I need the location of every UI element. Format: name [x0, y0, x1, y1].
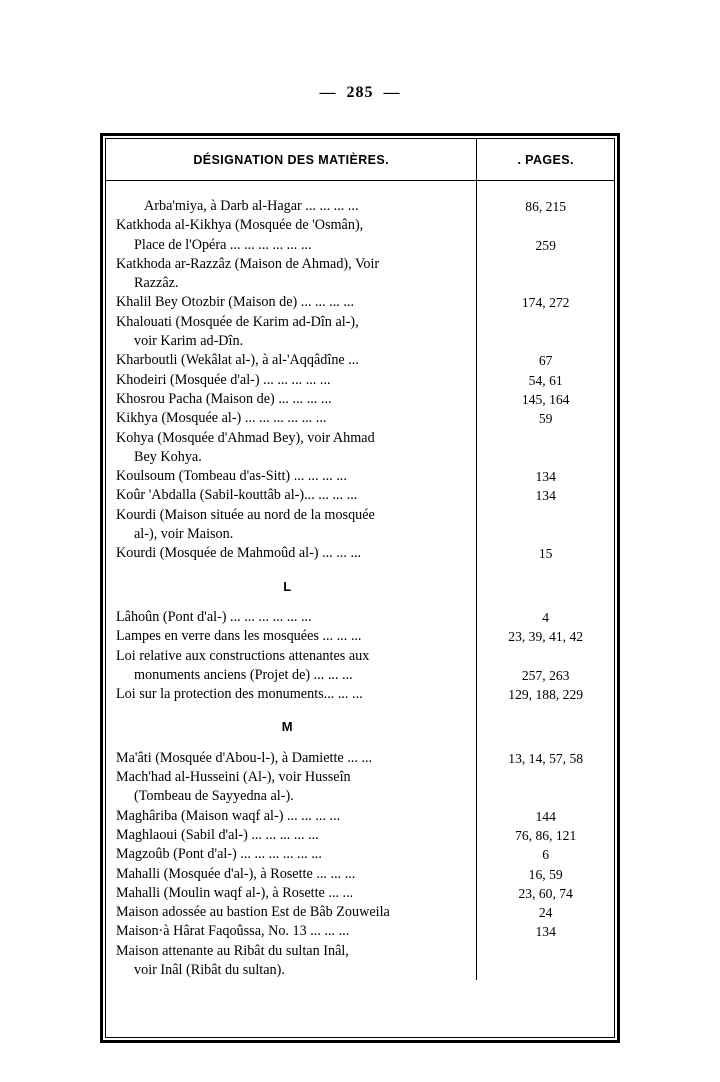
- index-entry-text: al-), voir Maison.: [134, 526, 234, 543]
- index-entry-line: [106, 865, 468, 884]
- index-entry-pages: 23, 39, 41, 42: [508, 629, 584, 645]
- index-entry-text: Lampes en verre dans les mosquées ... ... ...: [116, 628, 362, 645]
- index-entry-pages: 134: [535, 924, 556, 940]
- header-matters: DÉSIGNATION DES MATIÈRES.: [106, 139, 477, 181]
- index-entry-line: [106, 685, 468, 704]
- index-entry-text: Kourdi (Maison située au nord de la mosquée: [116, 506, 375, 523]
- index-entry-line: [106, 525, 468, 544]
- index-entry-text: Loi sur la protection des monuments... ... ...: [116, 686, 363, 703]
- index-entry-line: [106, 608, 468, 627]
- index-entry-text: Mach'had al-Husseini (Al-), voir Husseîn: [116, 769, 351, 786]
- index-entry-text: Khodeiri (Mosquée d'al-) ... ... ... ... ...: [116, 371, 331, 388]
- index-entry-text: Katkhoda ar-Razzâz (Maison de Ahmad), Voir: [116, 255, 380, 272]
- page-number-value: 285: [346, 84, 374, 101]
- page-number-dash-left: —: [319, 84, 337, 101]
- index-entry-pages: 144: [535, 808, 556, 824]
- index-entry-line: [106, 961, 468, 980]
- index-entry-text: Place de l'Opéra ... ... ... ... ... ...: [134, 236, 312, 253]
- index-entry-pages: [477, 255, 614, 274]
- index-entry-pages: 134: [535, 469, 556, 485]
- index-entry-line: [106, 749, 468, 768]
- index-entry-line: [106, 506, 468, 525]
- index-entry-pages: 15: [538, 546, 553, 562]
- index-entry-line: [106, 390, 468, 409]
- index-entry-text: voir Inâl (Ribât du sultan).: [134, 961, 285, 978]
- index-entry-line: [106, 903, 468, 922]
- index-entry-pages: [477, 787, 614, 806]
- section-letter: M: [281, 719, 293, 735]
- index-entry-text: Loi relative aux constructions attenantes aux: [116, 647, 370, 664]
- index-entry-text: Maison adossée au bastion Est de Bâb Zouweila: [116, 904, 390, 921]
- index-entry-text: Maghlaoui (Sabil d'al-) ... ... ... ... ...: [116, 826, 319, 843]
- index-entry-pages: 259: [535, 237, 556, 253]
- index-entry-line: [106, 197, 468, 216]
- index-entry-pages: [477, 274, 614, 293]
- index-entry-line: [106, 409, 468, 428]
- index-entry-pages: 54, 61: [528, 372, 563, 388]
- index-entry-line: [106, 274, 468, 293]
- index-entry-text: Bey Kohya.: [134, 448, 202, 465]
- index-entry-pages: [477, 429, 614, 448]
- table-header-row: [106, 139, 614, 181]
- pages-column: [477, 181, 614, 981]
- index-entry-pages: 59: [538, 411, 553, 427]
- index-entry-text: Kharboutli (Wekâlat al-), à al-'Aqqâdîne ...: [116, 352, 359, 369]
- index-entry-text: Lâhoûn (Pont d'al-) ... ... ... ... ... ...: [116, 608, 312, 625]
- index-entry-text: Katkhoda al-Kikhya (Mosquée de 'Osmân),: [116, 217, 364, 234]
- section-letter-spacer: [477, 564, 614, 608]
- index-entry-text: Razzâz.: [134, 275, 179, 292]
- index-entry-line: [106, 332, 468, 351]
- index-entry-text: Maghâriba (Maison waqf al-) ... ... ... ...: [116, 807, 341, 824]
- index-entry-line: [106, 448, 468, 467]
- index-entry-line: [106, 884, 468, 903]
- index-table: [106, 139, 614, 980]
- index-entry-pages: 174, 272: [521, 295, 570, 311]
- index-entry-text: Kohya (Mosquée d'Ahmad Bey), voir Ahmad: [116, 429, 375, 446]
- index-entry-pages: 76, 86, 121: [515, 827, 577, 843]
- index-entry-pages: 129, 188, 229: [508, 687, 584, 703]
- index-entry-pages: 16, 59: [528, 866, 563, 882]
- index-entry-line: [106, 255, 468, 274]
- index-entry-line: [106, 942, 468, 961]
- index-entry-line: [106, 351, 468, 370]
- index-entry-text: Koulsoum (Tombeau d'as-Sitt) ... ... ... ...: [116, 468, 347, 485]
- index-entry-pages: 134: [535, 488, 556, 504]
- index-entry-line: [106, 313, 468, 332]
- header-pages: . PAGES.: [477, 139, 614, 181]
- index-entry-text: voir Karim ad-Dîn.: [134, 333, 244, 350]
- index-entry-text: Maison·à Hârat Faqoûssa, No. 13 ... ... ...: [116, 923, 350, 940]
- index-entry-line: [106, 666, 468, 685]
- index-entry-line: [106, 787, 468, 806]
- index-entry-pages: [477, 332, 614, 351]
- index-entry-line: [106, 826, 468, 845]
- index-entry-text: Kikhya (Mosquée al-) ... ... ... ... ... ...: [116, 410, 327, 427]
- index-entry-text: Khalil Bey Otozbir (Maison de) ... ... ... ...: [116, 294, 354, 311]
- index-entry-text: Koûr 'Abdalla (Sabil-kouttâb al-)... ... ... ...: [116, 487, 358, 504]
- index-entry-pages: 67: [538, 353, 553, 369]
- index-entry-pages: 23, 60, 74: [518, 885, 573, 901]
- index-entry-text: Khosrou Pacha (Maison de) ... ... ... ...: [116, 390, 332, 407]
- index-entry-line: [106, 647, 468, 666]
- index-entry-pages: 13, 14, 57, 58: [508, 750, 584, 766]
- index-entry-pages: [477, 961, 614, 980]
- index-entry-pages: [477, 768, 614, 787]
- index-entry-text: Ma'âti (Mosquée d'Abou-l-), à Damiette ... ...: [116, 749, 373, 766]
- index-entry-pages: 86, 215: [525, 199, 567, 214]
- index-entry-pages: 257, 263: [521, 667, 570, 683]
- index-entry-pages: 4: [542, 609, 550, 625]
- index-entry-text: (Tombeau de Sayyedna al-).: [134, 788, 294, 805]
- matters-column: [106, 181, 477, 981]
- index-entry-line: [106, 371, 468, 390]
- page-number-dash-right: —: [383, 84, 401, 101]
- index-entry-text: Mahalli (Moulin waqf al-), à Rosette ... ...: [116, 884, 354, 901]
- section-letter: L: [283, 578, 292, 594]
- index-entry-line: [106, 807, 468, 826]
- index-entry-pages: 6: [542, 847, 550, 863]
- index-entry-line: [106, 486, 468, 505]
- index-entry-line: [106, 845, 468, 864]
- index-entry-line: [106, 293, 468, 312]
- page-number: [0, 84, 720, 102]
- index-entry-pages: [477, 647, 614, 666]
- index-entry-line: [106, 429, 468, 448]
- index-entry-pages: [477, 525, 614, 544]
- index-entry-text: Kourdi (Mosquée de Mahmoûd al-) ... ... ...: [116, 545, 362, 562]
- index-entry-pages: 145, 164: [521, 391, 570, 407]
- index-entry-line: [106, 627, 468, 646]
- index-table-inner-frame: [105, 138, 615, 1038]
- index-entry-line: [106, 467, 468, 486]
- index-entry-pages: [477, 942, 614, 961]
- section-letter-spacer: [477, 704, 614, 748]
- table-body-row: [106, 181, 614, 981]
- index-entry-line: [106, 768, 468, 787]
- index-entry-pages: [477, 216, 614, 235]
- index-entry-text: Maison attenante au Ribât du sultan Inâl,: [116, 942, 349, 959]
- index-entry-line: [106, 216, 468, 235]
- index-entry-line: [106, 922, 468, 941]
- index-entry-text: Arba'miya, à Darb al-Hagar ... ... ... ...: [144, 198, 359, 214]
- index-entry-pages: 24: [538, 905, 553, 921]
- index-entry-line: [106, 236, 468, 255]
- index-entry-text: Khalouati (Mosquée de Karim ad-Dîn al-),: [116, 313, 359, 330]
- index-entry-text: monuments anciens (Projet de) ... ... ...: [134, 666, 353, 683]
- index-entry-pages: [477, 448, 614, 467]
- index-table-frame: [100, 133, 620, 1043]
- index-entry-pages: [477, 506, 614, 525]
- index-entry-line: [106, 544, 468, 563]
- index-entry-text: Magzoûb (Pont d'al-) ... ... ... ... ... ...: [116, 846, 322, 863]
- index-entry-pages: [477, 313, 614, 332]
- index-entry-text: Mahalli (Mosquée d'al-), à Rosette ... ... ...: [116, 865, 356, 882]
